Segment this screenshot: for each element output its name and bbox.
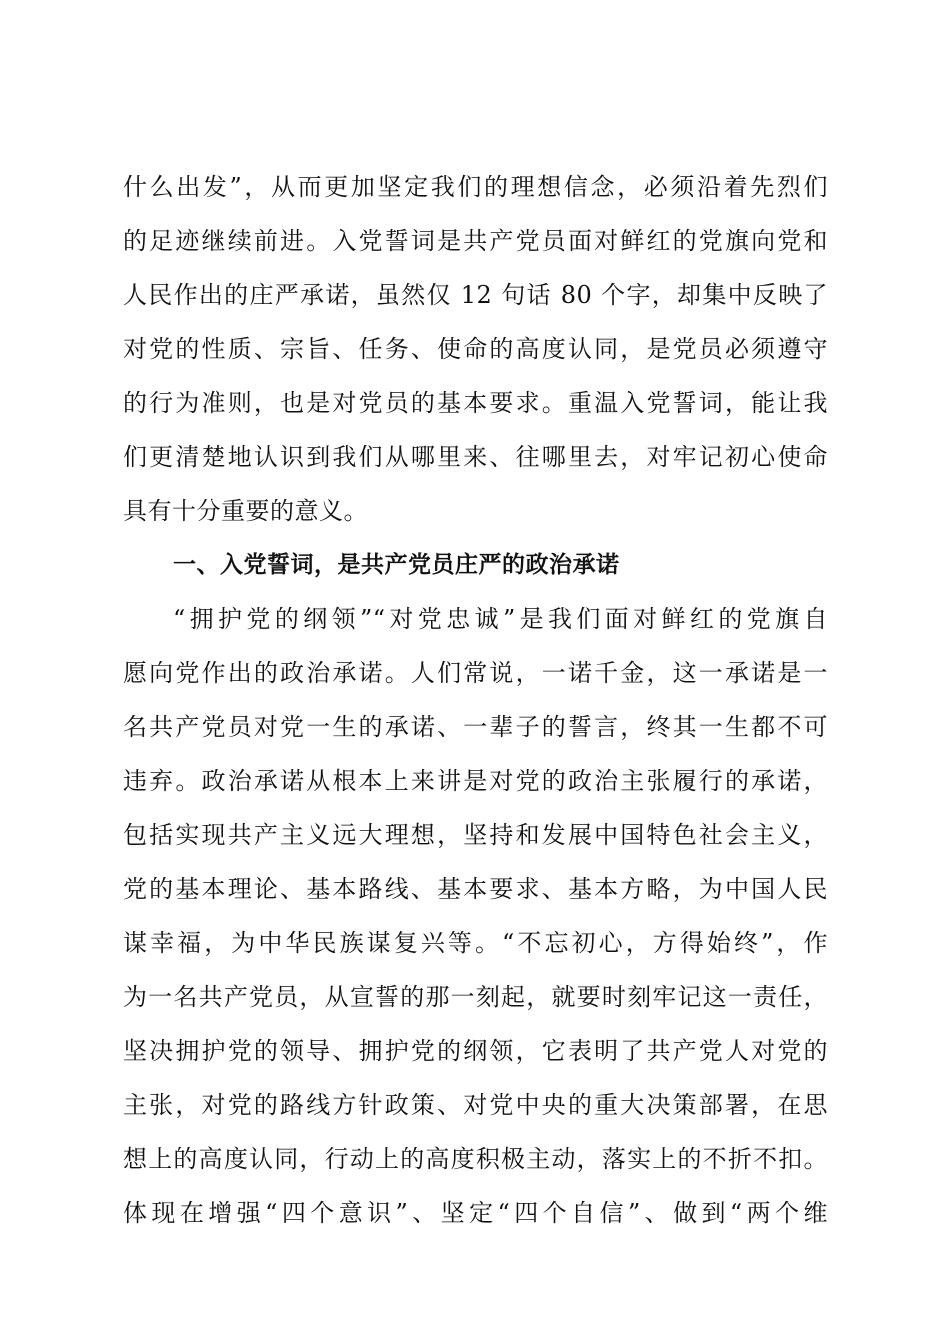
document-body [123,160,828,1240]
text-line: 体现在增强“四个意识”、坚定“四个自信”、做到“两个维 [123,1199,828,1227]
text-line: 包括实现共产主义远大理想，坚持和发展中国特色社会主义， [123,821,828,849]
text-line: 党的基本理论、基本路线、基本要求、基本方略，为中国人民 [123,875,828,903]
text-line: 什么出发”，从而更加坚定我们的理想信念，必须沿着先烈们 [123,173,828,201]
section-heading: 一、入党誓词，是共产党员庄严的政治承诺 [173,552,620,578]
text-line: 对党的性质、宗旨、任务、使命的高度认同，是党员必须遵守 [123,335,828,363]
text-line: 坚决拥护党的领导、拥护党的纲领，它表明了共产党人对党的 [123,1037,828,1065]
text-line: 违弃。政治承诺从根本上来讲是对党的政治主张履行的承诺， [123,767,828,795]
text-line: 的行为准则，也是对党员的基本要求。重温入党誓词，能让我 [123,389,828,417]
text-line: 人民作出的庄严承诺，虽然仅 12 句话 80 个字，却集中反映了 [123,281,828,309]
intro-paragraph [123,160,828,538]
text-line: 为一名共产党员，从宣誓的那一刻起，就要时刻牢记这一责任， [123,983,828,1011]
text-line: 具有十分重要的意义。 [123,497,368,525]
text-line: 主张，对党的路线方针政策、对党中央的重大决策部署，在思 [123,1091,828,1119]
text-line: 名共产党员对党一生的承诺、一辈子的誓言，终其一生都不可 [123,713,828,741]
text-line: 愿向党作出的政治承诺。人们常说，一诺千金，这一承诺是一 [123,659,828,687]
text-line: 想上的高度认同，行动上的高度积极主动，落实上的不折不扣。 [123,1145,828,1173]
text-line: 谋幸福，为中华民族谋复兴等。“不忘初心，方得始终”，作 [123,929,828,957]
text-line: “拥护党的纲领”“对党忠诚”是我们面对鲜红的党旗自 [173,605,828,633]
text-line: 的足迹继续前进。入党誓词是共产党员面对鲜红的党旗向党和 [123,227,828,255]
text-line: 们更清楚地认识到我们从哪里来、往哪里去，对牢记初心使命 [123,443,828,471]
body-paragraph [123,592,828,1240]
